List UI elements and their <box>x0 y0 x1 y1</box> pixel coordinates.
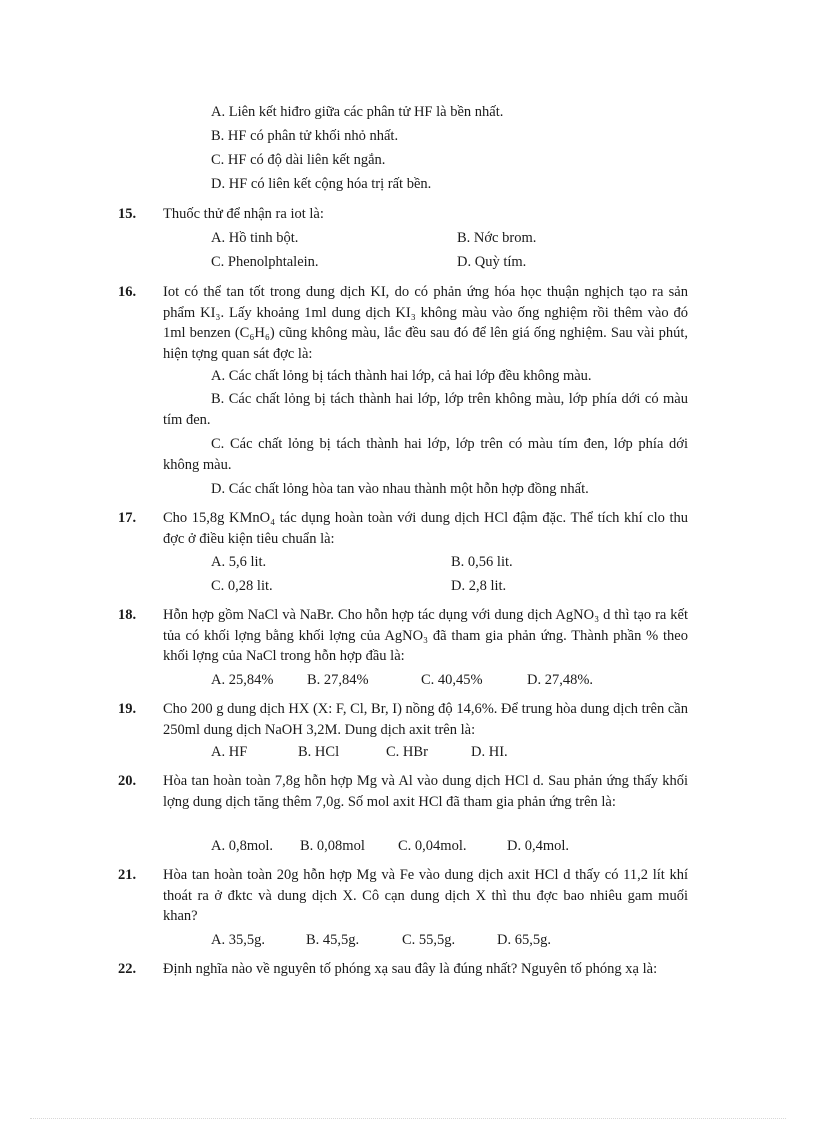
q15-option-a: A. Hồ tinh bột. <box>211 230 299 246</box>
q14-option-c: C. HF có độ dài liên kết ngắn. <box>211 152 386 168</box>
q16-option-c: C. Các chất lỏng bị tách thành hai lớp, lớp trên có màu tím đen, lớp phía dới không màu. <box>163 436 688 473</box>
question-text: Hòa tan hoàn toàn 20g hỗn hợp Mg và Fe vào dung dịch axit HCl d thấy có 11,2 lít khí thoát ra ở đktc và dung dịch X. Cô cạn dung dịch X thì thu đợc bao nhiêu gam muối khan? <box>163 867 688 924</box>
q19-option-d: D. HI. <box>471 744 508 760</box>
question-number: 17. <box>118 510 137 526</box>
question-text: Hỗn hợp gồm NaCl và NaBr. Cho hỗn hợp tác dụng với dung dịch AgNO₃ d thì tạo ra kết tủa có khối lợng bằng khối lợng của AgNO₃ đã tham gia phản ứng. Thành phần % theo khối lợng của NaCl trong hỗn hợp đầu là: <box>163 607 688 664</box>
q20-option-a: A. 0,8mol. <box>211 838 274 854</box>
q20-option-c: C. 0,04mol. <box>398 838 467 854</box>
question-number: 16. <box>118 284 137 300</box>
q14-option-b: B. HF có phân tử khối nhỏ nhất. <box>211 128 399 144</box>
question-number: 15. <box>118 206 137 222</box>
q17-option-a: A. 5,6 lit. <box>211 554 267 570</box>
q19-option-b: B. HCl <box>298 744 340 760</box>
q21-option-d: D. 65,5g. <box>497 932 551 948</box>
q15-option-b: B. Nớc brom. <box>457 230 537 246</box>
question-text: Iot có thể tan tốt trong dung dịch KI, do có phản ứng hóa học thuận nghịch tạo ra sản phẩm KI₃. Lấy khoảng 1ml dung dịch KI₃ không màu vào ống nghiệm rồi thêm vào đó 1ml benzen (C₆H₆) cũng không màu, lắc đều sau đó để lên giá ống nghiệm. Sau vài phút, hiện tợng quan sát đợc là: <box>163 284 688 362</box>
question-number: 19. <box>118 701 137 717</box>
question-text: Cho 15,8g KMnO₄ tác dụng hoàn toàn với dung dịch HCl đậm đặc. Thể tích khí clo thu đợc ở điều kiện tiêu chuẩn là: <box>163 510 688 547</box>
question-text: Hòa tan hoàn toàn 7,8g hỗn hợp Mg và Al vào dung dịch HCl d. Sau phản ứng thấy khối lợng dung dịch tăng thêm 7,0g. Số mol axit HCl đã tham gia phản ứng trên là: <box>163 773 688 810</box>
question-number: 21. <box>118 867 137 883</box>
q16-option-d: D. Các chất lỏng hòa tan vào nhau thành một hỗn hợp đồng nhất. <box>211 481 589 497</box>
q16-option-b: B. Các chất lỏng bị tách thành hai lớp, lớp trên không màu, lớp phía dới có màu tím đen. <box>163 391 688 428</box>
q20-option-b: B. 0,08mol <box>300 838 365 854</box>
question-text: Thuốc thử để nhận ra iot là: <box>163 206 324 222</box>
page-bottom-rule <box>30 1118 786 1119</box>
q16-option-a: A. Các chất lỏng bị tách thành hai lớp, cả hai lớp đều không màu. <box>211 368 592 384</box>
q17-option-d: D. 2,8 lit. <box>451 578 507 594</box>
q17-option-b: B. 0,56 lit. <box>451 554 513 570</box>
q21-option-c: C. 55,5g. <box>402 932 456 948</box>
q14-option-a: A. Liên kết hiđro giữa các phân tử HF là bền nhất. <box>211 104 504 120</box>
q18-option-d: D. 27,48%. <box>527 672 594 688</box>
q19-option-a: A. HF <box>211 744 248 760</box>
question-number: 18. <box>118 607 137 623</box>
question-text: Cho 200 g dung dịch HX (X: F, Cl, Br, I) nồng độ 14,6%. Để trung hòa dung dịch trên cần 250ml dung dịch NaOH 3,2M. Dung dịch axit trên là: <box>163 701 688 738</box>
q20-option-d: D. 0,4mol. <box>507 838 570 854</box>
q21-option-a: A. 35,5g. <box>211 932 265 948</box>
question-text: Định nghĩa nào về nguyên tố phóng xạ sau đây là đúng nhất? Nguyên tố phóng xạ là: <box>163 961 658 977</box>
q18-option-a: A. 25,84% <box>211 672 274 688</box>
q14-option-d: D. HF có liên kết cộng hóa trị rất bền. <box>211 176 432 192</box>
q19-option-c: C. HBr <box>386 744 428 760</box>
q15-option-c: C. Phenolphtalein. <box>211 254 319 270</box>
q18-option-b: B. 27,84% <box>307 672 369 688</box>
q18-option-c: C. 40,45% <box>421 672 483 688</box>
q15-option-d: D. Quỳ tím. <box>457 254 527 270</box>
q21-option-b: B. 45,5g. <box>306 932 360 948</box>
question-number: 22. <box>118 961 137 977</box>
q17-option-c: C. 0,28 lit. <box>211 578 273 594</box>
question-number: 20. <box>118 773 137 789</box>
